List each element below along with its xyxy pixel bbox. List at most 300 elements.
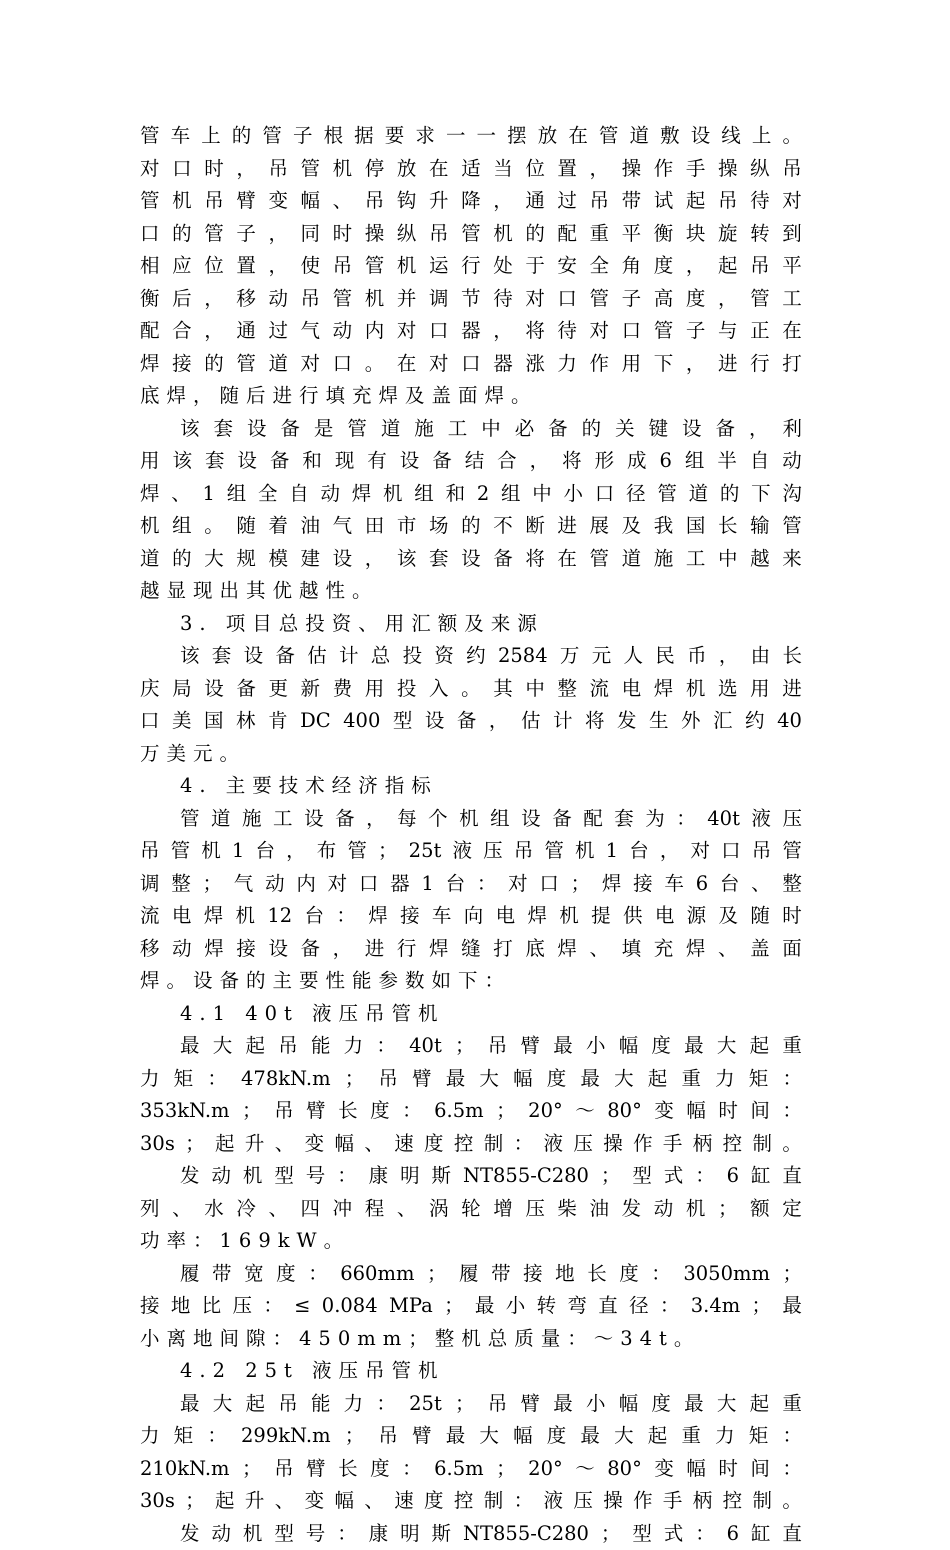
text-glyph: 运 bbox=[429, 250, 449, 283]
text-glyph: ， bbox=[365, 543, 385, 576]
text-glyph: 斯 bbox=[432, 1160, 452, 1193]
text-glyph: 上 bbox=[752, 120, 772, 153]
text-glyph: 置 bbox=[557, 153, 577, 186]
text-glyph: 小 bbox=[586, 1388, 606, 1421]
text-glyph: ； bbox=[444, 1290, 464, 1323]
text-glyph: 柴 bbox=[557, 1193, 577, 1226]
text-glyph: 道 bbox=[689, 478, 709, 511]
text-glyph: 接 bbox=[172, 348, 192, 381]
text-glyph: 电 bbox=[622, 673, 642, 706]
text-glyph: 重 bbox=[681, 1063, 701, 1096]
text-glyph: 度 bbox=[424, 1485, 444, 1518]
text-glyph: 发 bbox=[180, 1160, 200, 1193]
text-glyph: 、 bbox=[397, 1193, 417, 1226]
text-glyph: 随 bbox=[750, 900, 770, 933]
text-glyph: 下 bbox=[751, 478, 771, 511]
text-glyph: 焊 bbox=[352, 478, 372, 511]
paragraph-first-line bbox=[140, 640, 802, 673]
text-glyph: 起 bbox=[648, 1063, 668, 1096]
text-glyph: 压 bbox=[525, 1193, 545, 1226]
text-glyph: 管 bbox=[590, 283, 610, 316]
text-glyph: 间 bbox=[750, 1453, 770, 1486]
text-glyph: 号 bbox=[306, 1518, 326, 1550]
text-glyph: 长 bbox=[338, 1453, 358, 1486]
text-glyph: 断 bbox=[525, 510, 545, 543]
text-glyph: 时 bbox=[333, 218, 353, 251]
text-glyph: 道 bbox=[622, 543, 642, 576]
text-glyph: 压 bbox=[483, 835, 503, 868]
text-glyph: ； bbox=[601, 1518, 621, 1550]
text-glyph: ， bbox=[749, 413, 769, 446]
text-glyph: 进 bbox=[782, 673, 802, 706]
text-glyph: 新 bbox=[301, 673, 321, 706]
text-glyph: 块 bbox=[686, 218, 706, 251]
text-glyph: 要 bbox=[385, 120, 405, 153]
text-glyph: 液 bbox=[751, 803, 771, 836]
body-text-line bbox=[140, 120, 802, 153]
body-text-line bbox=[140, 868, 802, 901]
text-glyph: 底 bbox=[525, 933, 545, 966]
text-glyph: 臂 bbox=[306, 1095, 326, 1128]
text-glyph: 吊 bbox=[378, 1420, 398, 1453]
text-glyph: 应 bbox=[172, 250, 192, 283]
text-glyph: 田 bbox=[365, 510, 385, 543]
body-text-line bbox=[140, 348, 802, 381]
text-glyph: ： bbox=[676, 803, 696, 836]
text-glyph: 利 bbox=[782, 413, 802, 446]
text-glyph: 涡 bbox=[429, 1193, 449, 1226]
text-glyph: 电 bbox=[496, 900, 516, 933]
text-glyph: 液 bbox=[543, 1485, 563, 1518]
text-glyph: 30s bbox=[140, 1485, 175, 1518]
text-glyph: 制 bbox=[484, 1485, 504, 1518]
text-glyph: 子 bbox=[622, 283, 642, 316]
text-glyph: 353kN.m bbox=[140, 1095, 230, 1128]
paragraph-first-line bbox=[140, 803, 802, 836]
text-glyph: ； bbox=[782, 1258, 802, 1291]
text-glyph: 道 bbox=[381, 413, 401, 446]
text-glyph: 台 bbox=[446, 868, 466, 901]
text-glyph: 液 bbox=[452, 835, 472, 868]
text-glyph: 盖 bbox=[750, 933, 770, 966]
text-glyph: 和 bbox=[446, 478, 466, 511]
body-text-line bbox=[140, 900, 802, 933]
text-glyph: 吊 bbox=[140, 835, 160, 868]
body-text-line bbox=[140, 543, 802, 576]
text-glyph: 明 bbox=[400, 1160, 420, 1193]
text-glyph: 一 bbox=[446, 120, 466, 153]
text-glyph: 管 bbox=[180, 803, 200, 836]
text-glyph: ： bbox=[651, 1258, 671, 1291]
text-glyph: 型 bbox=[632, 1518, 652, 1550]
text-glyph: 度 bbox=[424, 1128, 444, 1161]
text-glyph: 。 bbox=[461, 673, 481, 706]
text-glyph: 套 bbox=[212, 640, 232, 673]
text-glyph: 动 bbox=[321, 478, 341, 511]
text-glyph: 该 bbox=[172, 445, 192, 478]
text-glyph: 长 bbox=[587, 1258, 607, 1291]
text-glyph: 调 bbox=[429, 283, 449, 316]
text-glyph: ， bbox=[686, 348, 706, 381]
body-text-line bbox=[140, 1420, 802, 1453]
text-glyph: 25t bbox=[409, 835, 442, 868]
text-glyph: 动 bbox=[782, 445, 802, 478]
text-glyph: 缸 bbox=[751, 1518, 771, 1550]
text-glyph: 控 bbox=[723, 1485, 743, 1518]
text-glyph: 程 bbox=[365, 1193, 385, 1226]
text-glyph: 备 bbox=[280, 413, 300, 446]
text-glyph: 一 bbox=[477, 120, 497, 153]
text-glyph: 焊 bbox=[602, 868, 622, 901]
text-glyph: 、 bbox=[275, 1485, 295, 1518]
text-glyph: 起 bbox=[215, 1128, 235, 1161]
text-glyph: 设 bbox=[400, 445, 420, 478]
text-glyph: 进 bbox=[365, 933, 385, 966]
text-glyph: 越 bbox=[750, 543, 770, 576]
text-glyph: 臂 bbox=[412, 1063, 432, 1096]
text-glyph: 吊 bbox=[274, 1095, 294, 1128]
text-glyph: 更 bbox=[268, 673, 288, 706]
text-glyph: 变 bbox=[305, 1128, 325, 1161]
text-glyph: 焊 bbox=[140, 478, 160, 511]
text-glyph: 口 bbox=[140, 218, 160, 251]
text-glyph: 庆 bbox=[140, 673, 160, 706]
text-glyph: 吊 bbox=[750, 250, 770, 283]
text-glyph: ： bbox=[514, 1128, 534, 1161]
text-glyph: 力 bbox=[140, 1063, 160, 1096]
text-glyph: 计 bbox=[339, 640, 359, 673]
text-glyph: 作 bbox=[633, 1128, 653, 1161]
text-glyph: 、 bbox=[171, 478, 191, 511]
text-glyph: 、 bbox=[751, 868, 771, 901]
text-glyph: 幅 bbox=[686, 1095, 706, 1128]
text-glyph: 放 bbox=[538, 120, 558, 153]
text-glyph: 管 bbox=[333, 283, 353, 316]
text-glyph: ， bbox=[204, 315, 224, 348]
text-glyph: 电 bbox=[655, 900, 675, 933]
text-glyph: ： bbox=[782, 1453, 802, 1486]
text-glyph: ： bbox=[376, 1030, 396, 1063]
text-glyph: 入 bbox=[429, 673, 449, 706]
text-glyph: 设 bbox=[237, 445, 257, 478]
text-glyph: 上 bbox=[201, 120, 221, 153]
text-glyph: 沟 bbox=[782, 478, 802, 511]
text-glyph: 高 bbox=[654, 283, 674, 316]
text-glyph: 整 bbox=[557, 673, 577, 706]
text-glyph: 最 bbox=[475, 1290, 495, 1323]
text-glyph: 向 bbox=[464, 900, 484, 933]
body-text-line bbox=[140, 1063, 802, 1096]
text-glyph: MPa bbox=[389, 1290, 433, 1323]
text-glyph: 管 bbox=[544, 835, 564, 868]
text-glyph: 求 bbox=[415, 120, 435, 153]
text-glyph: 套 bbox=[213, 413, 233, 446]
text-glyph: 1 bbox=[232, 835, 244, 868]
text-glyph: 待 bbox=[493, 283, 513, 316]
body-text-line bbox=[140, 1193, 802, 1226]
text-glyph: 起 bbox=[686, 185, 706, 218]
text-glyph: 制 bbox=[484, 1128, 504, 1161]
text-glyph: 度 bbox=[619, 1258, 639, 1291]
text-glyph: 柄 bbox=[693, 1485, 713, 1518]
body-text-line bbox=[140, 1290, 802, 1323]
text-glyph: 力 bbox=[344, 1388, 364, 1421]
text-glyph: 转 bbox=[750, 218, 770, 251]
section-heading: 4. 主要技术经济指标 bbox=[140, 770, 820, 803]
text-glyph: 动 bbox=[268, 283, 288, 316]
text-glyph: DC bbox=[300, 705, 331, 738]
text-glyph: 压 bbox=[232, 1290, 252, 1323]
text-glyph: 油 bbox=[301, 510, 321, 543]
text-glyph: 起 bbox=[245, 1388, 265, 1421]
text-glyph: 面 bbox=[782, 933, 802, 966]
text-glyph: ： bbox=[782, 1095, 802, 1128]
text-glyph: 吊 bbox=[590, 185, 610, 218]
text-glyph: 大 bbox=[213, 1030, 233, 1063]
text-glyph: ； bbox=[496, 1095, 516, 1128]
text-glyph: 同 bbox=[301, 218, 321, 251]
text-glyph: 敷 bbox=[660, 120, 680, 153]
text-glyph: 组 bbox=[501, 478, 521, 511]
text-glyph: 车 bbox=[664, 868, 684, 901]
text-glyph: 适 bbox=[461, 153, 481, 186]
body-text-line bbox=[140, 218, 802, 251]
text-glyph: 冷 bbox=[236, 1193, 256, 1226]
text-glyph: 最 bbox=[553, 1388, 573, 1421]
text-glyph: 速 bbox=[394, 1485, 414, 1518]
text-glyph: 作 bbox=[633, 1485, 653, 1518]
text-glyph: 子 bbox=[236, 218, 256, 251]
text-glyph: 管 bbox=[782, 835, 802, 868]
text-glyph: 备 bbox=[301, 933, 321, 966]
text-glyph: 控 bbox=[454, 1485, 474, 1518]
text-glyph: 模 bbox=[268, 543, 288, 576]
text-glyph: 万 bbox=[560, 640, 580, 673]
text-glyph: 焊 bbox=[204, 900, 224, 933]
text-glyph: 人 bbox=[623, 640, 643, 673]
text-glyph: 合 bbox=[172, 315, 192, 348]
text-glyph: 后 bbox=[172, 283, 192, 316]
text-glyph: 幅 bbox=[301, 185, 321, 218]
body-text-line: 底焊，随后进行填充焊及盖面焊。 bbox=[140, 380, 820, 413]
text-glyph: ， bbox=[660, 835, 680, 868]
text-glyph: 操 bbox=[718, 153, 738, 186]
text-glyph: 工 bbox=[448, 413, 468, 446]
text-glyph: 长 bbox=[782, 640, 802, 673]
text-glyph: 重 bbox=[782, 1030, 802, 1063]
text-glyph: 机 bbox=[493, 218, 513, 251]
text-glyph: 在 bbox=[568, 120, 588, 153]
text-glyph: ； bbox=[718, 1193, 738, 1226]
text-glyph: 型 bbox=[632, 1160, 652, 1193]
text-glyph: 管 bbox=[347, 835, 367, 868]
text-glyph: 299kN.m bbox=[241, 1420, 331, 1453]
text-glyph: 备 bbox=[432, 445, 452, 478]
text-glyph: ， bbox=[493, 185, 513, 218]
text-glyph: 大 bbox=[479, 1420, 499, 1453]
text-glyph: 度 bbox=[651, 1030, 671, 1063]
text-glyph: 过 bbox=[268, 315, 288, 348]
text-glyph: 动 bbox=[265, 868, 285, 901]
text-glyph: 大 bbox=[614, 1420, 634, 1453]
text-glyph: ： bbox=[207, 1420, 227, 1453]
text-glyph: 对 bbox=[590, 315, 610, 348]
text-glyph: 额 bbox=[750, 1193, 770, 1226]
text-glyph: 工 bbox=[686, 543, 706, 576]
text-glyph: 变 bbox=[654, 1095, 674, 1128]
text-glyph: 缸 bbox=[751, 1160, 771, 1193]
text-glyph: 地 bbox=[171, 1290, 191, 1323]
paragraph-first-line bbox=[140, 1388, 802, 1421]
text-glyph: 矩 bbox=[174, 1420, 194, 1453]
text-glyph: 比 bbox=[202, 1290, 222, 1323]
text-glyph: 型 bbox=[393, 705, 413, 738]
text-glyph: 进 bbox=[557, 510, 577, 543]
text-glyph: ， bbox=[236, 153, 256, 186]
text-glyph: 臂 bbox=[236, 185, 256, 218]
text-glyph: ； bbox=[571, 868, 591, 901]
text-glyph: ， bbox=[530, 445, 550, 478]
text-glyph: 冲 bbox=[333, 1193, 353, 1226]
text-glyph: 组 bbox=[685, 445, 705, 478]
text-glyph: 的 bbox=[204, 348, 224, 381]
text-glyph: 660mm bbox=[340, 1258, 414, 1291]
text-glyph: 大 bbox=[213, 1388, 233, 1421]
text-glyph: NT855-C280 bbox=[463, 1160, 589, 1193]
text-glyph: 施 bbox=[242, 803, 262, 836]
text-glyph: 节 bbox=[461, 283, 481, 316]
text-glyph: 整 bbox=[782, 868, 802, 901]
text-glyph: 试 bbox=[654, 185, 674, 218]
text-glyph: 吊 bbox=[514, 835, 534, 868]
text-glyph: 幅 bbox=[334, 1485, 354, 1518]
text-glyph: 现 bbox=[335, 445, 355, 478]
text-glyph: ～ bbox=[575, 1095, 595, 1128]
body-text-line: 小离地间隙：450mm；整机总质量：～34t。 bbox=[140, 1323, 820, 1356]
text-glyph: 吊 bbox=[378, 1063, 398, 1096]
text-glyph: 配 bbox=[140, 315, 160, 348]
text-glyph: 钩 bbox=[397, 185, 417, 218]
text-glyph: 变 bbox=[268, 185, 288, 218]
text-glyph: 停 bbox=[365, 153, 385, 186]
paragraph-first-line bbox=[140, 1258, 802, 1291]
text-glyph: 直 bbox=[598, 1290, 618, 1323]
text-glyph: 对 bbox=[782, 185, 802, 218]
text-glyph: ： bbox=[477, 868, 497, 901]
text-glyph: 管 bbox=[140, 185, 160, 218]
text-glyph: 动 bbox=[654, 1193, 674, 1226]
text-glyph: 调 bbox=[140, 868, 160, 901]
text-glyph: 带 bbox=[622, 185, 642, 218]
text-glyph: 估 bbox=[521, 705, 541, 738]
text-glyph: 半 bbox=[717, 445, 737, 478]
text-glyph: 小 bbox=[506, 1290, 526, 1323]
text-glyph: 口 bbox=[333, 348, 353, 381]
text-glyph: ； bbox=[752, 1290, 772, 1323]
text-glyph: 在 bbox=[557, 543, 577, 576]
text-glyph: 旋 bbox=[718, 218, 738, 251]
text-glyph: 备 bbox=[275, 640, 295, 673]
text-glyph: ； bbox=[378, 835, 398, 868]
text-glyph: 自 bbox=[750, 445, 770, 478]
text-glyph: 2 bbox=[477, 478, 489, 511]
text-glyph: 时 bbox=[718, 1095, 738, 1128]
text-glyph: NT855-C280 bbox=[463, 1518, 589, 1550]
text-glyph: ： bbox=[337, 1160, 357, 1193]
text-glyph: 使 bbox=[301, 250, 321, 283]
text-glyph: 机 bbox=[243, 1160, 263, 1193]
text-glyph: 结 bbox=[465, 445, 485, 478]
paragraph-first-line bbox=[140, 1160, 802, 1193]
text-glyph: 液 bbox=[543, 1128, 563, 1161]
text-glyph: 最 bbox=[782, 1290, 802, 1323]
text-glyph: 机 bbox=[397, 250, 417, 283]
text-glyph: 、 bbox=[275, 1128, 295, 1161]
body-text-line bbox=[140, 445, 802, 478]
text-glyph: 设 bbox=[244, 640, 264, 673]
text-glyph: 通 bbox=[525, 185, 545, 218]
text-glyph: ： bbox=[402, 1095, 422, 1128]
text-glyph: 台 bbox=[255, 835, 275, 868]
text-glyph: 焊 bbox=[368, 900, 388, 933]
text-glyph: 地 bbox=[555, 1258, 575, 1291]
text-glyph: 重 bbox=[590, 218, 610, 251]
text-glyph: 吊 bbox=[752, 835, 772, 868]
text-glyph: 供 bbox=[623, 900, 643, 933]
text-glyph: 套 bbox=[429, 543, 449, 576]
text-glyph: 康 bbox=[369, 1160, 389, 1193]
text-glyph: 将 bbox=[585, 705, 605, 738]
text-glyph: 打 bbox=[782, 348, 802, 381]
text-glyph: 选 bbox=[718, 673, 738, 706]
text-glyph: ， bbox=[719, 640, 739, 673]
text-glyph: 移 bbox=[236, 283, 256, 316]
text-glyph: 通 bbox=[236, 315, 256, 348]
text-glyph: 焊 bbox=[527, 900, 547, 933]
text-glyph: 打 bbox=[493, 933, 513, 966]
text-glyph: 放 bbox=[397, 153, 417, 186]
text-glyph: 必 bbox=[515, 413, 535, 446]
text-glyph: 、 bbox=[364, 1485, 384, 1518]
text-glyph: 式 bbox=[664, 1518, 684, 1550]
text-glyph: 接 bbox=[523, 1258, 543, 1291]
text-glyph: 中 bbox=[718, 543, 738, 576]
text-glyph: 置 bbox=[236, 250, 256, 283]
text-glyph: 及 bbox=[719, 900, 739, 933]
text-glyph: 机 bbox=[686, 673, 706, 706]
text-glyph: 配 bbox=[557, 218, 577, 251]
text-glyph: 的 bbox=[232, 120, 252, 153]
text-glyph: 管 bbox=[750, 283, 770, 316]
text-glyph: 最 bbox=[684, 1388, 704, 1421]
text-glyph: 履 bbox=[180, 1258, 200, 1291]
text-glyph: 口 bbox=[595, 478, 615, 511]
text-glyph: 。 bbox=[782, 120, 802, 153]
text-glyph: 口 bbox=[359, 868, 379, 901]
text-glyph: 备 bbox=[552, 803, 572, 836]
body-text-line bbox=[140, 250, 802, 283]
text-glyph: 台 bbox=[720, 868, 740, 901]
text-glyph: 80° bbox=[607, 1453, 642, 1486]
text-glyph: 角 bbox=[622, 250, 642, 283]
text-glyph: 对 bbox=[525, 283, 545, 316]
text-glyph: 道 bbox=[630, 120, 650, 153]
text-glyph: 30s bbox=[140, 1128, 175, 1161]
text-glyph: 压 bbox=[573, 1485, 593, 1518]
text-glyph: 矩 bbox=[174, 1063, 194, 1096]
text-glyph: 1 bbox=[606, 835, 618, 868]
text-glyph: 列 bbox=[140, 1193, 160, 1226]
